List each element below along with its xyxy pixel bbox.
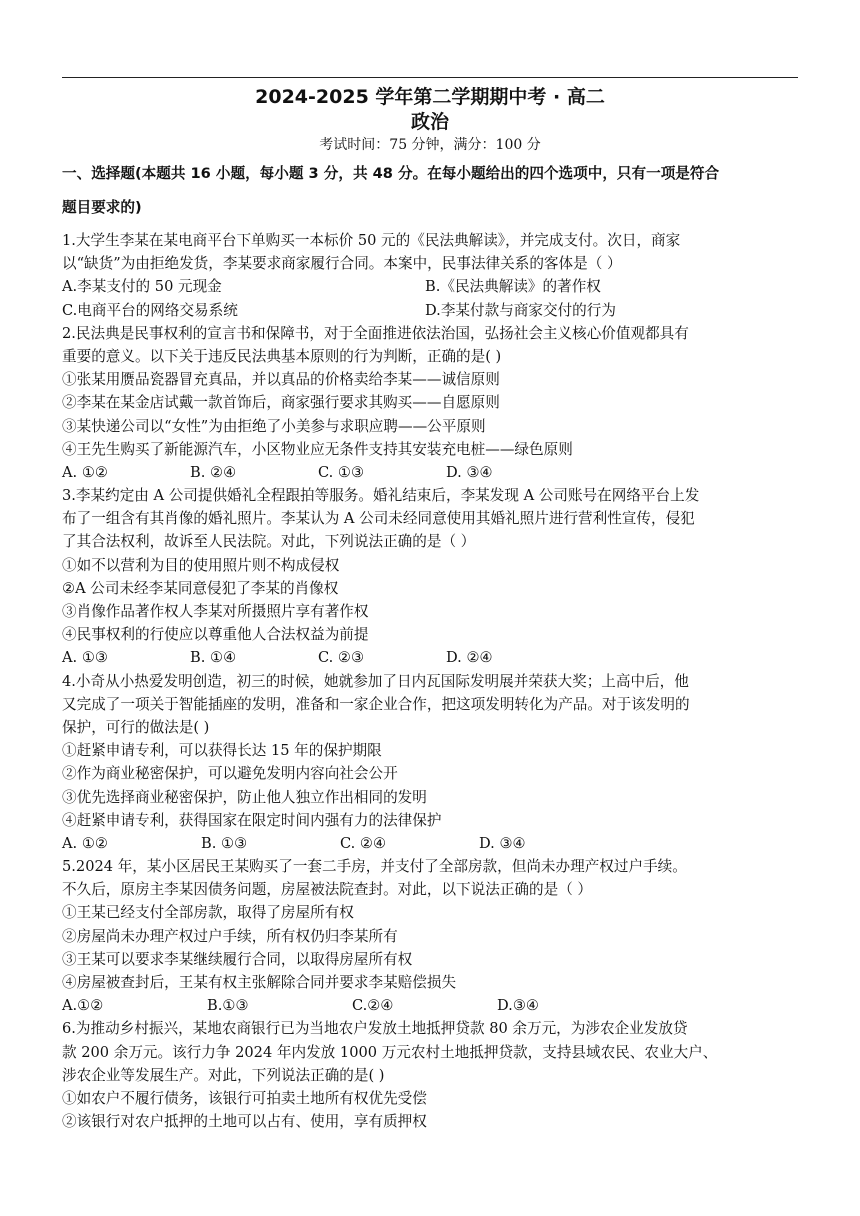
option-c: C. ②④: [340, 834, 387, 852]
question-1: [62, 229, 802, 322]
exam-info: 考试时间：75 分钟，满分：100 分: [319, 137, 541, 153]
question-stem-line: 4.小奇从小热爱发明创造，初三的时候，她就参加了日内瓦国际发明展并荣获大奖；上高中后，他: [62, 672, 689, 690]
option-a: A.李某支付的 50 元现金: [62, 278, 222, 296]
statement-item: ②A 公司未经李某同意侵犯了李某的肖像权: [62, 579, 339, 597]
option-a: A. ①②: [62, 463, 108, 481]
question-stem-line: 了其合法权利，故诉至人民法院。对此，下列说法正确的是（ ）: [62, 533, 476, 551]
option-a: A. ①③: [62, 649, 108, 667]
statement-item: ②作为商业秘密保护，可以避免发明内容向社会公开: [62, 765, 398, 783]
options-row: [62, 832, 802, 855]
option-b: B. ②④: [190, 463, 237, 481]
section-heading-line-1: 一、选择题(本题共 16 小题，每小题 3 分，共 48 分。在每小题给出的四个选项中，只有一项是符合: [62, 165, 720, 182]
option-b: B.①③: [207, 997, 249, 1015]
statement-item: ③某快递公司以“女性”为由拒绝了小美参与求职应聘——公平原则: [62, 417, 486, 435]
question-stem-line: 2.民法典是民事权利的宣言书和保障书，对于全面推进依法治国，弘扬社会主义核心价值观都具有: [62, 324, 689, 342]
option-c: C. ②③: [318, 649, 365, 667]
option-b: B. ①③: [201, 834, 248, 852]
options-row: [62, 275, 802, 298]
question-stem-line: 以“缺货”为由拒绝发货，李某要求商家履行合同。本案中，民事法律关系的客体是（ ）: [62, 255, 622, 273]
option-c: C. ①③: [318, 463, 365, 481]
question-6: [62, 1017, 802, 1133]
question-stem-line: 6.为推动乡村振兴，某地农商银行已为当地农户发放土地抵押贷款 80 余万元，为涉农企业发放贷: [62, 1020, 688, 1038]
exam-title: 2024-2025 学年第二学期期中考 · 高二: [255, 86, 605, 108]
section-heading: [62, 157, 802, 225]
section-heading-line-2: 题目要求的): [62, 199, 142, 216]
question-2: [62, 322, 802, 484]
statement-item: ②该银行对农户抵押的土地可以占有、使用，享有质押权: [62, 1113, 427, 1131]
question-stem-line: 布了一组含有其肖像的婚礼照片。李某认为 A 公司未经同意使用其婚礼照片进行营利性宣传，侵犯: [62, 510, 695, 528]
question-stem-line: 款 200 余万元。该行力争 2024 年内发放 1000 万元农村土地抵押贷款，支持县域农民、农业大户、: [62, 1043, 718, 1061]
exam-subject: 政治: [410, 111, 449, 133]
statement-item: ④民事权利的行使应以尊重他人合法权益为前提: [62, 626, 369, 644]
option-d: D. ③④: [446, 463, 493, 481]
question-stem-line: 3.李某约定由 A 公司提供婚礼全程跟拍等服务。婚礼结束后，李某发现 A 公司账号在网络平台上发: [62, 487, 700, 505]
question-stem-line: 重要的意义。以下关于违反民法典基本原则的行为判断，正确的是( ): [62, 347, 502, 365]
question-stem-line: 保护，可行的做法是( ): [62, 718, 210, 736]
question-list: [62, 229, 802, 1133]
option-c: C.②④: [352, 997, 394, 1015]
statement-item: ③王某可以要求李某继续履行合同，以取得房屋所有权: [62, 950, 413, 968]
question-stem-line: 涉农企业等发展生产。对此，下列说法正确的是( ): [62, 1066, 385, 1084]
question-3: [62, 484, 802, 670]
statement-item: ④赶紧申请专利，获得国家在限定时间内强有力的法律保护: [62, 811, 442, 829]
statement-item: ③肖像作品著作权人李某对所摄照片享有著作权: [62, 603, 369, 620]
statement-item: ①如不以营利为目的使用照片则不构成侵权: [62, 556, 340, 574]
options-row: [62, 646, 802, 669]
statement-item: ①赶紧申请专利，可以获得长达 15 年的保护期限: [62, 742, 382, 760]
question-5: [62, 855, 802, 1017]
option-a: A. ①②: [62, 834, 108, 852]
statement-item: ①如农户不履行债务，该银行可拍卖土地所有权优先受偿: [62, 1089, 427, 1107]
options-row: [62, 994, 802, 1017]
question-stem-line: 不久后，原房主李某因债务问题，房屋被法院查封。对此，以下说法正确的是（ ）: [62, 881, 593, 899]
options-row: [62, 461, 802, 484]
statement-item: ①张某用赝品瓷器冒充真品，并以真品的价格卖给李某——诚信原则: [62, 371, 500, 389]
question-stem-line: 又完成了一项关于智能插座的发明，准备和一家企业合作，把这项发明转化为产品。对于该发明的: [62, 695, 690, 713]
statement-item: ④王先生购买了新能源汽车，小区物业应无条件支持其安装充电桩——绿色原则: [62, 440, 573, 458]
header-rule: [62, 77, 798, 78]
option-a: A.①②: [62, 997, 104, 1015]
option-d: D. ②④: [446, 649, 493, 667]
option-d: D. ③④: [479, 834, 526, 852]
statement-item: ②房屋尚未办理产权过户手续，所有权仍归李某所有: [62, 927, 398, 945]
statement-item: ④房屋被查封后，王某有权主张解除合同并要求李某赔偿损失: [62, 974, 457, 991]
option-c: C.电商平台的网络交易系统: [62, 301, 238, 319]
option-d: D.李某付款与商家交付的行为: [425, 301, 616, 319]
question-4: [62, 670, 802, 856]
statement-item: ③优先选择商业秘密保护，防止他人独立作出相同的发明: [62, 788, 427, 806]
statement-item: ①王某已经支付全部房款，取得了房屋所有权: [62, 904, 354, 922]
statement-item: ②李某在某金店试戴一款首饰后，商家强行要求其购买——自愿原则: [62, 394, 500, 412]
options-row: [62, 299, 802, 322]
question-stem-line: 1.大学生李某在某电商平台下单购买一本标价 50 元的《民法典解读》，并完成支付。次日，商家: [62, 232, 681, 249]
question-stem-line: 5.2024 年，某小区居民王某购买了一套二手房，并支付了全部房款，但尚未办理产权过户手续。: [62, 858, 687, 876]
option-b: B. ①④: [190, 649, 237, 667]
option-d: D.③④: [497, 997, 539, 1015]
option-b: B.《民法典解读》的著作权: [425, 278, 601, 296]
